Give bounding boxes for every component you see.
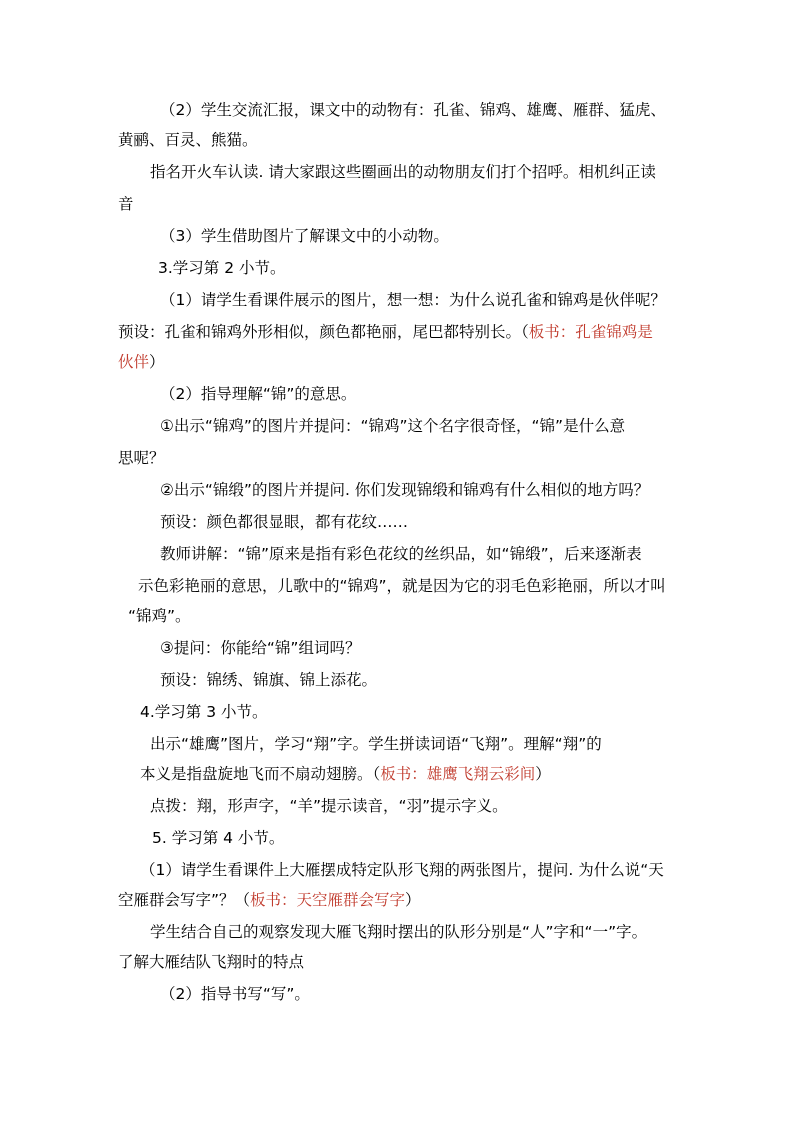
line-text: （2）学生交流汇报，课文中的动物有：孔雀、锦鸡、雄鹰、雁群、猛虎、	[160, 101, 666, 119]
line-text: 预设：孔雀和锦鸡外形相似，颜色都艳丽，尾巴都特别长。（	[118, 323, 529, 341]
line-text: 黄鹂、百灵、熊猫。	[118, 131, 258, 149]
line-text: 5. 学习第 4 小节。	[152, 829, 285, 847]
paragraph-line	[150, 796, 508, 816]
line-text: 本义是指盘旋地飞而不扇动翅膀。（	[140, 765, 381, 783]
paragraph-line	[160, 100, 666, 120]
paragraph-line	[118, 952, 304, 972]
line-text: “锦鸡”。	[128, 607, 191, 625]
section-heading	[140, 702, 268, 722]
board-note: 板书：雄鹰飞翔云彩间	[380, 765, 536, 783]
line-text: ）	[149, 353, 165, 371]
line-text: ）	[535, 765, 551, 783]
paragraph-line	[118, 194, 134, 214]
line-text: 教师讲解：“锦”原来是指有彩色花纹的丝织品，如“锦缎”，后来逐渐表	[160, 545, 642, 563]
paragraph-line	[140, 860, 664, 880]
paragraph-line	[118, 352, 165, 372]
paragraph-line	[160, 512, 408, 532]
section-heading	[158, 258, 286, 278]
line-text: 音	[118, 195, 134, 213]
line-text: 示色彩艳丽的意思，儿歌中的“锦鸡”，就是因为它的羽毛色彩艳丽，所以才叫	[138, 577, 666, 595]
line-text: 了解大雁结队飞翔时的特点	[118, 953, 305, 971]
paragraph-line	[160, 226, 449, 246]
board-note: 伙伴	[118, 353, 150, 371]
section-heading	[152, 828, 284, 848]
line-text: 学生结合自己的观察发现大雁飞翔时摆出的队形分别是“人”字和“一”字。	[150, 923, 648, 941]
line-text: 点拨：翔，形声字，“羊”提示读音，“羽”提示字义。	[150, 797, 508, 815]
paragraph-line	[150, 734, 602, 754]
paragraph-line	[118, 130, 258, 150]
line-text: ②出示“锦缎”的图片并提问. 你们发现锦缎和锦鸡有什么相似的地方吗？	[160, 481, 650, 499]
board-note: 板书：孔雀锦鸡是	[528, 323, 653, 341]
line-text: ）	[405, 891, 421, 909]
line-text: 3.学习第 2 小节。	[158, 259, 286, 277]
paragraph-line	[160, 290, 666, 310]
paragraph-line	[118, 322, 653, 342]
paragraph-line	[150, 922, 647, 942]
line-text: 预设：颜色都很显眼，都有花纹……	[160, 513, 409, 531]
line-text: 预设：锦绣、锦旗、锦上添花。	[160, 671, 378, 689]
line-text: 思呢？	[118, 449, 165, 467]
board-note: 板书：天空雁群会写字	[250, 891, 406, 909]
line-text: （3）学生借助图片了解课文中的小动物。	[160, 227, 449, 245]
paragraph-line	[118, 890, 421, 910]
line-text: （1）请学生看课件展示的图片，想一想：为什么说孔雀和锦鸡是伙伴呢？	[160, 291, 666, 309]
paragraph-line	[160, 480, 649, 500]
paragraph-line	[160, 670, 377, 690]
line-text: ③提问：你能给“锦”组词吗？	[160, 639, 361, 657]
line-text: 4.学习第 3 小节。	[140, 703, 268, 721]
paragraph-line	[118, 448, 165, 468]
line-text: 出示“雄鹰”图片，学习“翔”字。学生拼读词语“飞翔”。理解“翔”的	[150, 735, 602, 753]
paragraph-line	[150, 162, 656, 182]
paragraph-line	[140, 764, 551, 784]
line-text: 空雁群会写字”？（	[118, 891, 251, 909]
line-text: ①出示“锦鸡”的图片并提问：“锦鸡”这个名字很奇怪，“锦”是什么意	[160, 417, 626, 435]
paragraph-line	[160, 384, 356, 404]
paragraph-line	[138, 576, 666, 596]
line-text: （2）指导书写“写”。	[160, 985, 310, 1003]
paragraph-line	[160, 416, 625, 436]
line-text: （2）指导理解“锦”的意思。	[160, 385, 357, 403]
paragraph-line	[160, 638, 360, 658]
line-text: （1）请学生看课件上大雁摆成特定队形飞翔的两张图片，提问. 为什么说“天	[140, 861, 664, 879]
paragraph-line	[160, 984, 310, 1004]
paragraph-line	[160, 544, 642, 564]
line-text: 指名开火车认读. 请大家跟这些圈画出的动物朋友们打个招呼。相机纠正读	[150, 163, 656, 181]
paragraph-line	[128, 606, 191, 626]
